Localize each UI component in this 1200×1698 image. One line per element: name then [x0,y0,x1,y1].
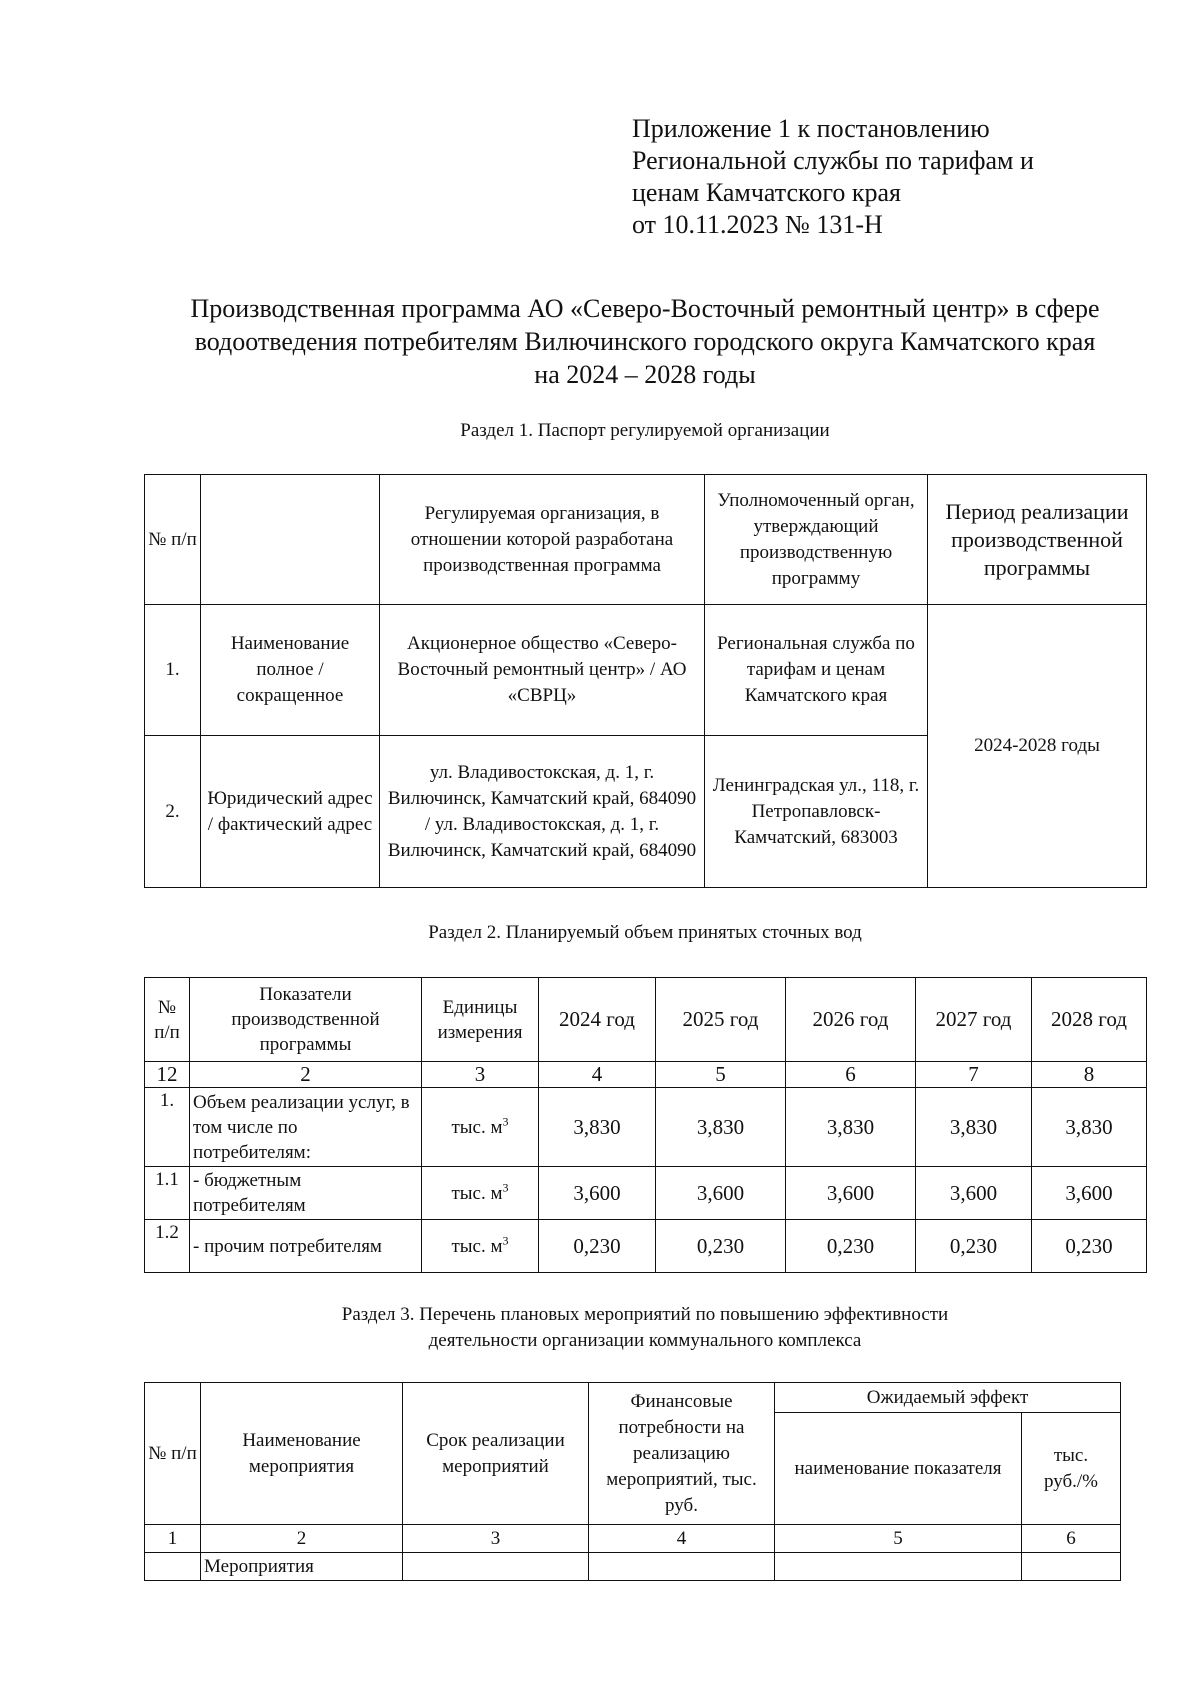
row-value: 0,230 [786,1220,916,1273]
header-year: 2025 год [656,978,786,1062]
header-empty [201,475,380,605]
index-cell: 6 [1022,1525,1121,1553]
header-year: 2027 год [916,978,1032,1062]
unit-text: тыс. м [451,1182,503,1204]
header-no: № п/п [145,978,190,1062]
unit-superscript: 3 [502,1233,509,1248]
row-value: 3,600 [656,1167,786,1220]
header-effect-name: наименование показателя [775,1413,1022,1525]
index-cell: 5 [656,1062,786,1088]
row-unit [422,1167,539,1220]
unit-text: тыс. м [451,1235,503,1257]
index-cell: 7 [916,1062,1032,1088]
header-org: Регулируемая организация, в отношении которой разработана производственная программа [380,475,705,605]
row-org: Акционерное общество «Северо-Восточный ремонтный центр» / АО «СВРЦ» [380,605,705,736]
header-authority: Уполномоченный орган, утверждающий производственную программу [705,475,928,605]
unit-superscript: 3 [502,1180,509,1195]
section2-volume-table [144,977,1147,1273]
row-effect-name [775,1553,1022,1581]
row-no: 1.2 [145,1220,190,1273]
index-cell: 2 [190,1062,422,1088]
row-unit [422,1088,539,1167]
index-row [145,1062,1147,1088]
row-label: - прочим потребителям [190,1220,422,1273]
table-header-row [145,1383,1121,1413]
row-value: 3,830 [539,1088,656,1167]
index-cell: 3 [403,1525,589,1553]
row-no: 2. [145,736,201,888]
row-value: 3,600 [786,1167,916,1220]
section3-caption [130,1302,1160,1354]
appendix-line: Региональной службы по тарифам и [632,146,1034,175]
row-name: Юридический адрес / фактический адрес [201,736,380,888]
row-no: 1. [145,1088,190,1167]
section3-caption-line: деятельности организации коммунального комплекса [428,1330,862,1351]
row-unit [422,1220,539,1273]
row-authority: Ленинградская ул., 118, г. Петропавловск-Камчатский, 683003 [705,736,928,888]
section3-measures-table [144,1382,1121,1581]
section2-caption: Раздел 2. Планируемый объем принятых сточных вод [428,922,862,943]
row-value: 3,830 [786,1088,916,1167]
row-value: 3,830 [656,1088,786,1167]
index-cell: 3 [422,1062,539,1088]
program-title [130,292,1160,391]
header-no: № п/п [145,475,201,605]
section1-passport-table [144,474,1147,888]
header-year: 2024 год [539,978,656,1062]
row-value: 3,830 [916,1088,1032,1167]
row-value: 0,230 [1032,1220,1147,1273]
header-effect-value: тыс. руб./% [1022,1413,1121,1525]
header-finance: Финансовые потребности на реализацию мероприятий, тыс. руб. [589,1383,775,1525]
index-cell: 12 [145,1062,190,1088]
section1-caption: Раздел 1. Паспорт регулируемой организации [460,420,830,441]
index-cell: 6 [786,1062,916,1088]
header-unit: Единицы измерения [422,978,539,1062]
row-label: Объем реализации услуг, в том числе по потребителям: [190,1088,422,1167]
row-no [145,1553,201,1581]
index-cell: 2 [201,1525,403,1553]
program-title-line: водоотведения потребителям Вилючинского городского округа Камчатского края [194,327,1096,356]
row-effect-value [1022,1553,1121,1581]
header-period: Период реализации производственной программы [928,475,1147,605]
unit-superscript: 3 [502,1114,509,1129]
appendix-line: ценам Камчатского края [632,178,901,207]
row-no: 1.1 [145,1167,190,1220]
appendix-line: Приложение 1 к постановлению [632,114,990,143]
row-no: 1. [145,605,201,736]
header-year: 2026 год [786,978,916,1062]
program-title-line: Производственная программа АО «Северо-Восточный ремонтный центр» в сфере [190,294,1100,323]
row-term [403,1553,589,1581]
row-value: 3,600 [916,1167,1032,1220]
row-label: Мероприятия [201,1553,403,1581]
table-header-row [145,475,1147,605]
appendix-header [632,113,1034,241]
index-row [145,1525,1121,1553]
header-effect: Ожидаемый эффект [775,1383,1121,1413]
header-term: Срок реализации мероприятий [403,1383,589,1525]
program-title-line: на 2024 – 2028 годы [534,360,756,389]
header-name: Наименование мероприятия [201,1383,403,1525]
row-finance [589,1553,775,1581]
table-row [145,605,1147,736]
index-cell: 1 [145,1525,201,1553]
row-value: 3,830 [1032,1088,1147,1167]
row-org: ул. Владивостокская, д. 1, г. Вилючинск, Камчатский край, 684090 / ул. Владивостокская, д. 1, г. Вилючинск, Камчатский край, 684090 [380,736,705,888]
index-cell: 4 [539,1062,656,1088]
row-label: - бюджетным потребителям [190,1167,422,1220]
section3-caption-line: Раздел 3. Перечень плановых мероприятий по повышению эффективности [341,1304,949,1325]
table-row [145,1088,1147,1167]
row-value: 0,230 [916,1220,1032,1273]
row-value: 3,600 [539,1167,656,1220]
header-year: 2028 год [1032,978,1147,1062]
row-authority: Региональная служба по тарифам и ценам Камчатского края [705,605,928,736]
table-header-row [145,978,1147,1062]
period-value: 2024-2028 годы [928,605,1147,888]
index-cell: 4 [589,1525,775,1553]
table-row [145,1553,1121,1581]
row-name: Наименование полное / сокращенное [201,605,380,736]
table-row [145,1167,1147,1220]
table-row [145,1220,1147,1273]
header-indicator: Показатели производственной программы [190,978,422,1062]
index-cell: 5 [775,1525,1022,1553]
row-value: 3,600 [1032,1167,1147,1220]
unit-text: тыс. м [451,1116,503,1138]
index-cell: 8 [1032,1062,1147,1088]
row-value: 0,230 [656,1220,786,1273]
header-no: № п/п [145,1383,201,1525]
row-value: 0,230 [539,1220,656,1273]
appendix-line: от 10.11.2023 № 131-Н [632,210,883,239]
